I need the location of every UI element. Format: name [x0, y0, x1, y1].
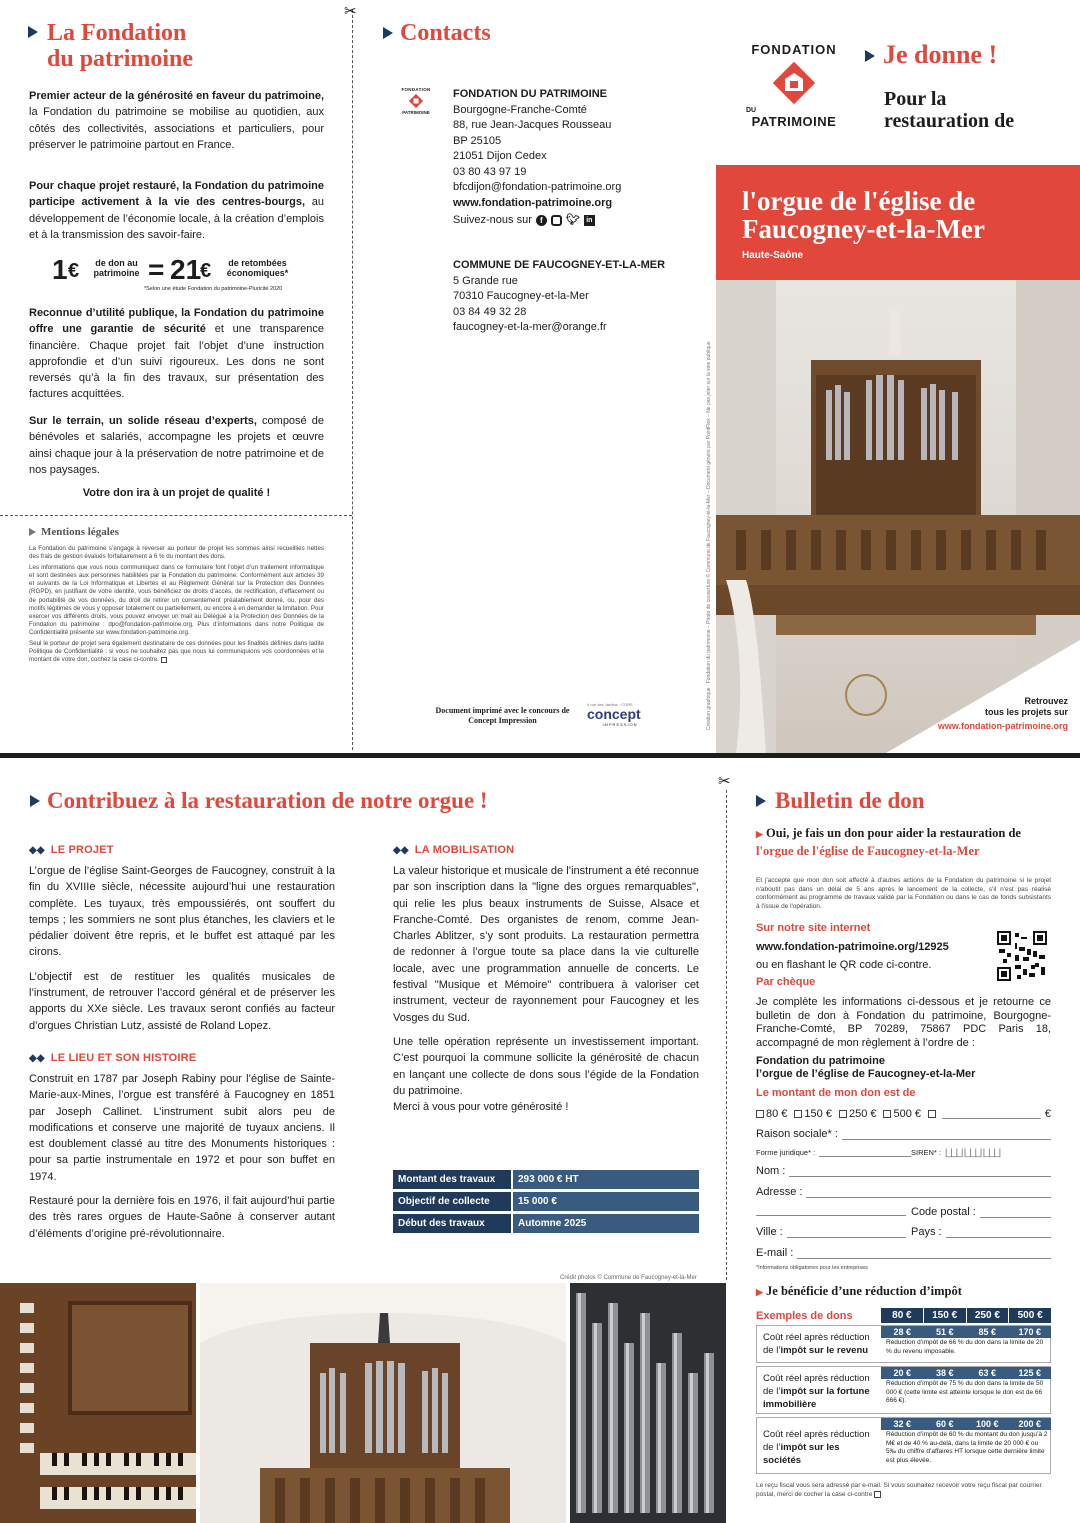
contacts-title: Contacts [400, 20, 491, 46]
photo-credit: Crédit photos © Commune de Faucogney-et-la-Mer [560, 1275, 697, 1281]
fondation-website-link[interactable]: www.fondation-patrimoine.org [937, 721, 1068, 731]
mandatory-note: *Informations obligatoires pour les entreprises [756, 1265, 868, 1271]
tax-row-societes: Coût réel après réduction de l’impôt sur les sociétés 32 € 60 € 100 € 200 € Réduction d’impôt de 60 % du montant du don jusqu’à 2 M€ et de 40 % au-delà, dans la limite de 20 000 € ou 5‰ du chiffre d’affaires HT lorsque cette dernière limite est plus élevée. [756, 1417, 1051, 1474]
bullet-triangle [383, 27, 393, 39]
fondation-logo-mark [770, 59, 818, 107]
tax-row-revenu: Coût réel après réduction de l’impôt sur le revenu 28 € 51 € 85 € 170 € Réduction d’impôt de 66 % du don dans la limite de 20 % du revenu imposable. [756, 1325, 1051, 1363]
amount-heading: Le montant de mon don est de [756, 1087, 916, 1099]
don-intent: ▶ Oui, je fais un don pour aider la restauration de l'orgue de l'église de Faucogney-et-la-Mer [756, 826, 1021, 858]
find-projects: Retrouvez tous les projets sur www.fondation-patrimoine.org [896, 696, 1068, 732]
amount-option-80[interactable]: 80 € [756, 1108, 787, 1120]
ville-field[interactable]: Ville : [756, 1226, 906, 1238]
tax-row-fortune: Coût réel après réduction de l’impôt sur la fortune immobilière 20 € 38 € 63 € 125 € Réduction d’impôt de 75 % du don dans la limite de 50 000 € (cette limite est atteinte lorsque le don est de 66 666 €). [756, 1366, 1051, 1414]
siren-field[interactable]: SIREN* : |_|_|_| |_|_|_| |_|_|_| [911, 1147, 1001, 1157]
adresse-field[interactable]: Adresse : [756, 1186, 1051, 1198]
stats-row: Montant des travaux 293 000 € HT [393, 1170, 699, 1189]
vertical-credit: Création graphique : Fondation du patrimoine – Photo de couverture © Commune de Faucogney-et-la-Mer – Document généré par PointFlex – Ne pas jeter sur la voie publique [706, 341, 712, 730]
amount-options [756, 1108, 1051, 1120]
intro-paragraph: Premier acteur de la générosité en faveur du patrimoine, la Fondation du patrimoine se mobilise au quotidien, aux côtés des collectivités, associations et particuliers, pour préserver le patrimoine partout en France. [29, 90, 324, 151]
web-url[interactable]: www.fondation-patrimoine.org/12925 [756, 941, 949, 953]
bullet-triangle [30, 795, 40, 807]
projet-text: L’orgue de l’église Saint-Georges de Faucogney, construit à la fin du XVIIIe siècle, nécessite aujourd’hui une restauration complète. Les tuyaux, très empoussiérés, ont souffert du temps ; les sommiers ne sont plus étanches, les claviers et le pédalier doivent être repris, et le buffet est attaqué par les cirons. L’objectif est de restituer les qualités musicales de l’instrument, de retrouver l’accord général et de préserver les apports du XXe siècle. Les travaux seront confiés au facteur d’orgues Christian Lutz, assisté de Roland Lopez. [29, 865, 335, 1032]
scissors-icon: ✂ [718, 773, 731, 790]
email-field[interactable]: E-mail : [756, 1247, 1051, 1259]
cover-subtitle: Pour la restauration de [884, 88, 1015, 132]
panel-fondation [0, 0, 352, 753]
stats-row: Objectif de collecte 15 000 € [393, 1192, 699, 1211]
printer-credit: Document imprimé avec le concours de Concept Impression [435, 706, 570, 725]
postal-receipt-checkbox[interactable] [874, 1491, 881, 1498]
projet-heading: ◆◆ LE PROJET [29, 844, 114, 856]
fondation-title: La Fondation du patrimoine [47, 20, 194, 72]
project-title: l'orgue de l'église de Faucogney-et-la-Mer [742, 186, 985, 244]
commune-contact: COMMUNE DE FAUCOGNEY-ET-LA-MER 5 Grande rue 70310 Faucogney-et-la-Mer 03 84 49 32 28 faucogney-et-la-mer@orange.fr [453, 259, 666, 333]
accept-text: Et j'accepte que mon don soit affecté à d'autres actions de la Fondation du patrimoine si le projet n'aboutit pas dans un délai de 5 ans après le lancement de la collecte, s'il n'est pas réalisé conformément au programme de travaux validé par la Fondation ou dans le cas de fonds subsistants à l'issue de l'opération. [756, 877, 1051, 910]
mobilisation-heading: ◆◆ LA MOBILISATION [393, 844, 515, 856]
web-heading: Sur notre site internet [756, 922, 871, 934]
raison-sociale-field[interactable]: Raison sociale* : [756, 1128, 1051, 1140]
panel-contacts [353, 0, 715, 753]
tax-examples-label: Exemples de dons [756, 1310, 853, 1322]
pipes-photo [570, 1283, 726, 1523]
project-banner [716, 165, 1080, 280]
adresse-line2-field[interactable] [756, 1206, 906, 1216]
amount-option-150[interactable]: 150 € [794, 1108, 832, 1120]
cheque-heading: Par chèque [756, 976, 816, 988]
lieu-heading: ◆◆ LE LIEU ET SON HISTOIRE [29, 1052, 197, 1064]
keyboard-photo [0, 1283, 196, 1523]
pays-field[interactable]: Pays : [911, 1226, 1051, 1238]
economic-stat: 1 € de don au patrimoine = 21 € de retombées économiques* [52, 254, 289, 285]
qr-code-icon[interactable] [997, 931, 1047, 981]
mobilisation-text: La valeur historique et musicale de l’instrument a été reconnue par son inscription dans la "ligne des orgues remarquables", qui relie les plus beaux instruments de Suisse, Alsace et Franche-Comté. Des organistes de renom, comme Jean-Charles Ablitzer, s’y sont produits. La restauration permettra de redonner à l’orgue toute sa place dans la vie culturelle locale, avec une programmation annuelle de concerts. Le festival "Musique et Mémoire" contribuera à valoriser cet instrument, vecteur de rayonnement pour Faucogney et les Vosges du Sud. Une telle opération représente un investissement important. C’est pourquoi la commune sollicite la générosité de chacun en lançant une collecte de dons sous l’égide de la Fondation du patrimoine. Merci à vous pour votre générosité ! [393, 865, 699, 1114]
tax-table [756, 1308, 1051, 1520]
scissors-icon: ✂ [344, 3, 357, 20]
je-donne-title: Je donne ! [883, 40, 998, 69]
tax-header-row: 80 € 150 € 250 € 500 € [881, 1308, 1051, 1323]
bullet-triangle [756, 795, 766, 807]
panel-bulletin [727, 758, 1080, 1523]
forme-juridique-field[interactable]: Forme juridique* : [756, 1147, 911, 1157]
cover-organ-photo [716, 280, 1080, 753]
amount-option-500[interactable]: 500 € [883, 1108, 921, 1120]
concept-logo: 4 rue des Jardins · CORE concept IMPRESSION [587, 702, 641, 727]
fondation-logo-small: FONDATION PATRIMOINE [401, 87, 431, 115]
project-stats-table [393, 1167, 699, 1236]
organ-photo [200, 1283, 566, 1523]
stat-footnote: *Selon une étude Fondation du patrimoine-Pluricité 2020 [144, 286, 283, 292]
utilite-publique-paragraph: Reconnue d’utilité publique, la Fondation du patrimoine offre une garantie de sécurité et une transparence financière. Chaque projet fait l’objet d’une instruction approfondie et d’un suivi rigoureux. Les dons ne sont reversés qu’à la fin des travaux, sur présentation des factures acquittées. [29, 307, 325, 401]
lieu-text: Construit en 1787 par Joseph Rabiny pour l’église de Sainte-Marie-aux-Mines, l’orgue est transféré à Faucogney en 1851 par Joseph Callinet. L’instrument subit alors peu de modifications et conserve une majorité de tuyaux anciens. Il est doublement classé au titre des Monuments historiques : pour sa partie instrumentale en 1972 et pour son buffet en 1974. Restauré pour la dernière fois en 1976, il fait aujourd’hui partie des très rares orgues de Haute-Saône à conserver autant d’éléments d’origine pré-révolutionnaire. [29, 1073, 335, 1240]
receipt-note: Le reçu fiscal vous sera adressé par e-mail. Si vous souhaitez recevoir votre reçu fiscal par courrier postal, merci de cocher la case ci-contre [756, 1482, 1042, 1498]
experts-paragraph: Sur le terrain, un solide réseau d’experts, composé de bénévoles et salariés, accompagne les projets et œuvre ainsi chaque jour à la préservation de notre patrimoine et de nos paysages. [29, 415, 324, 476]
contribuez-title: Contribuez à la restauration de notre orgue ! [47, 788, 488, 813]
amount-option-250[interactable]: 250 € [839, 1108, 877, 1120]
bullet-triangle [865, 50, 875, 62]
facebook-icon[interactable]: f [536, 215, 547, 226]
tax-heading: ▶ Je bénéficie d’une réduction d’impôt [756, 1284, 962, 1298]
legal-text: La Fondation du patrimoine s’engage à reverser au porteur de projet les sommes ainsi recueillies nettes des frais de gestion évalués forfaitairement à 6 % du montant des dons. Les informations que vous nous communiquez dans ce formulaire font l’objet d’un traitement informatique et sont destinées aux personnes habilitées par la Fondation du patrimoine. Conformément aux articles 39 et suivants de la Loi Informatique et Libertés et au Règlement Général sur la Protection des Données (RGPD), en justifiant de votre identité, vous bénéficiez de droits d’accès, de rectification, d’effacement ou de portabilité de vos données, du droit de retirer un consentement préalablement donné, ou, pour des motifs légitimes de vous y opposer totalement ou partiellement, ou encore à en demander la limitation. Pour exercer vos différents droits, vous pouvez envoyer un mail au Délégué à la Protection des Données de la Fondation du patrimoine : dpo@fondation-patrimoine.org. Plus d’informations dans notre Politique de Confidentialité présente sur www.fondation-patrimoine.org. Seul le porteur de projet sera également destinataire de ces données pour les finalités définies dans ladite Politique de Confidentialité : si vous ne souhaitez pas que nous lui communiquions vos coordonnées et le montant de votre don, cochez la case ci-contre. [29, 545, 324, 664]
bulletin-title: Bulletin de don [775, 788, 925, 813]
centres-bourgs-paragraph: Pour chaque projet restauré, la Fondation du patrimoine participe activement à la vie des centres-bourgs, au développement de l’économie locale, à la création d’emplois et à la transmission des savoir-faire. [29, 180, 324, 241]
fondation-contact: FONDATION DU PATRIMOINE Bourgogne-Franche-Comté 88, rue Jean-Jacques Rousseau BP 25105 21051 Dijon Cedex 03 80 43 97 19 bfcdijon@fondation-patrimoine.org www.fondation-patrimoine.org Suivez-nous sur f 🐦︎ in [453, 87, 621, 229]
stats-row: Début des travaux Automne 2025 [393, 1214, 699, 1233]
legal-optout-checkbox[interactable] [161, 657, 167, 663]
bullet-triangle [28, 26, 38, 38]
linkedin-icon[interactable]: in [584, 215, 595, 226]
twitter-icon[interactable]: 🐦︎ [565, 214, 580, 226]
amount-option-other[interactable]: € [928, 1108, 1051, 1120]
fondation-website-link[interactable]: www.fondation-patrimoine.org [453, 196, 613, 209]
qr-instruction: ou en flashant le QR code ci-contre. [756, 959, 932, 971]
quality-tagline: Votre don ira à un projet de qualité ! [82, 487, 271, 499]
panel-cover [716, 0, 1080, 753]
region-label: Haute-Saône [742, 250, 804, 261]
code-postal-field[interactable]: Code postal : [911, 1206, 1051, 1218]
instagram-icon[interactable] [551, 215, 562, 226]
cheque-order: Fondation du patrimoine l’orgue de l’église de Faucogney-et-la-Mer [756, 1055, 976, 1080]
legal-title: Mentions légales [29, 526, 119, 538]
cheque-text: Je complète les informations ci-dessous et je retourne ce bulletin de don à Fondation du patrimoine, Bourgogne-Franche-Comté, BP 70289, 75867 PDC Paris 18, accompagné de mon règlement à l’ordre de : [756, 996, 1051, 1049]
nom-field[interactable]: Nom : [756, 1165, 1051, 1177]
fondation-logo: FONDATION DU PATRIMOINE [746, 42, 837, 129]
panel-contribuez [0, 758, 726, 1523]
